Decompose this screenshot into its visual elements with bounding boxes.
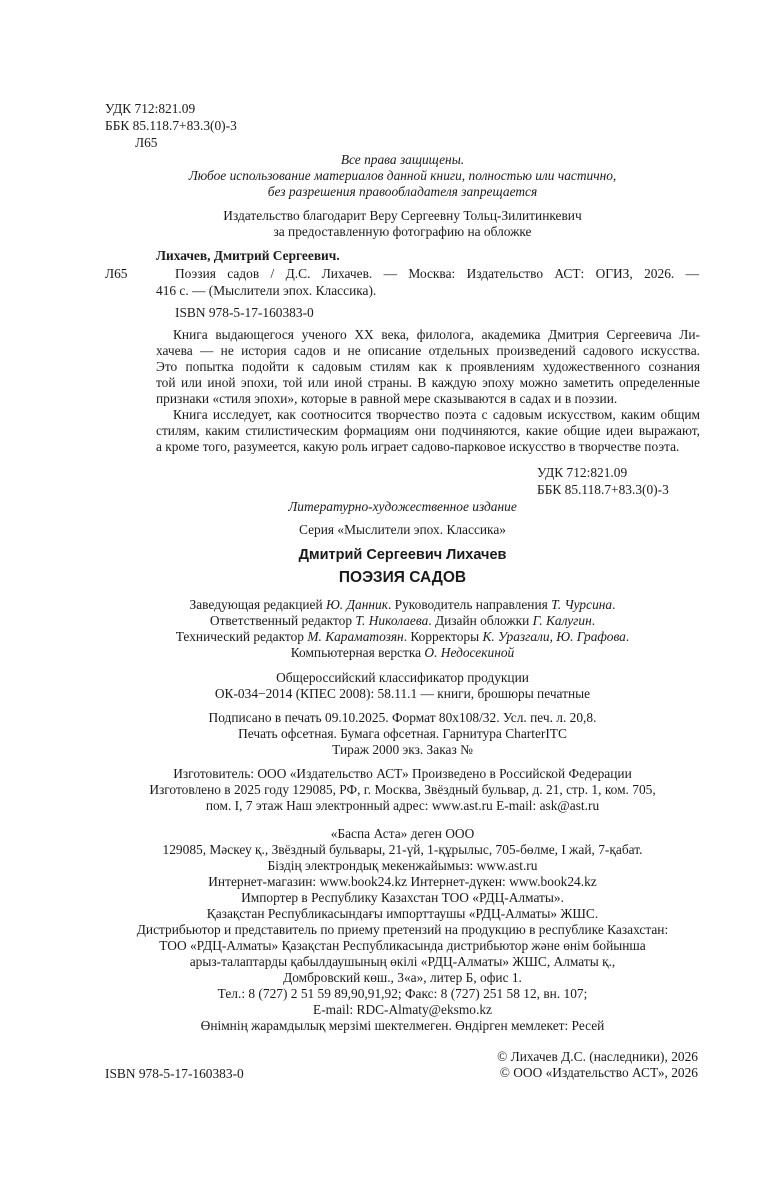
udk-code-right: УДК 712:821.09 (537, 465, 628, 480)
annotation-line: признаки «стиля эпохи», которые в равной мере сказываются в садах и в поэзии. (156, 391, 618, 406)
annotation-line: а кроме того, разумеется, какую роль играет садово-парковое искусство в творчестве поэта. (156, 439, 680, 454)
bbk-code-right: ББК 85.118.7+83.3(0)-3 (537, 482, 669, 497)
bib-line: Поэзия садов / Д.С. Лихачев. — Москва: Издательство АСТ: ОГИЗ, 2026. — (175, 266, 699, 281)
kazakhstan-info (105, 826, 700, 1034)
annotation-line: той или иной эпохи, той или иной страны. В каждую эпоху можно заметить определенные (156, 375, 700, 390)
bbk-code: ББК 85.118.7+83.3(0)-3 (105, 118, 237, 133)
print-info (105, 710, 700, 758)
series: Серия «Мыслители эпох. Классика» (298, 522, 506, 537)
edition-type: Литературно-художественное издание (288, 499, 517, 514)
rights-notice (105, 152, 700, 200)
rights-line: Все права защищены. (340, 152, 465, 167)
credit-role: Заведующая редакцией (189, 597, 326, 612)
kazakhstan-info-line: E-mail: RDC-Almaty@eksmo.kz (313, 1002, 492, 1017)
bib-isbn: ISBN 978-5-17-160383-0 (175, 305, 314, 320)
print-line: Подписано в печать 09.10.2025. Формат 80x108/32. Усл. печ. л. 20,8. (208, 710, 597, 725)
credits (105, 597, 700, 661)
annotation-line: Книга выдающегося ученого XX века, филолога, академика Дмитрия Сергеевича Ли- (173, 327, 700, 342)
thanks-line: Издательство благодарит Веру Сергеевну Тольц-Зилитинкевич (223, 208, 582, 223)
manufacturer-info (105, 766, 700, 814)
product-classifier (105, 670, 700, 702)
credit-line (105, 629, 700, 645)
classifier-line: Общероссийский классификатор продукции (276, 670, 529, 685)
kazakhstan-info-line: Өнімнің жарамдылық мерзімі шектелмеген. Өндірген мемлекет: Ресей (200, 1018, 605, 1033)
classifier-line: ОК-034−2014 (КПЕС 2008): 58.11.1 — книги, брошюры печатные (214, 686, 591, 701)
annotation-line: Это попытка подойти к садовым стилям как к проявлениям художественного сознания (156, 359, 700, 374)
kazakhstan-info-line: Біздің электрондық мекенжайымыз: www.ast.ru (267, 858, 538, 873)
copyright-line: © Лихачев Д.С. (наследники), 2026 (497, 1049, 698, 1064)
credit-person: Г. Калугин (532, 613, 592, 628)
kazakhstan-info-line: ТОО «РДЦ-Алматы» Қазақстан Республикасында дистрибьютор және өнім бойынша (159, 938, 646, 953)
credit-line (105, 597, 700, 613)
copyright-line: © ООО «Издательство АСТ», 2026 (499, 1065, 698, 1080)
kazakhstan-info-line: Қазақстан Республикасындағы импорттаушы «РДЦ-Алматы» ЖШС. (206, 906, 599, 921)
credit-person: Т. Чурсина (551, 597, 613, 612)
credit-person: К. Уразгали, Ю. Графова (482, 629, 626, 644)
udk-code: УДК 712:821.09 (105, 101, 196, 116)
bib-mark: Л65 (105, 266, 128, 281)
book-title: ПОЭЗИЯ САДОВ (338, 569, 467, 586)
bib-record (175, 266, 699, 282)
author-mark: Л65 (135, 135, 158, 150)
kazakhstan-info-line: Тел.: 8 (727) 2 51 59 89,90,91,92; Факс: 8 (727) 251 58 12, вн. 107; (217, 986, 588, 1001)
credit-role: Компьютерная верстка (290, 645, 425, 660)
credit-role: Технический редактор (175, 629, 308, 644)
kazakhstan-info-line: арыз-талаптарды қабылдаушының өкілі «РДЦ-Алматы» ЖШС, Алматы қ., (189, 954, 616, 969)
thanks-note (105, 208, 700, 240)
credit-line (105, 645, 700, 661)
kazakhstan-info-line: Дистрибьютор и представитель по приему претензий на продукцию в республике Казахстан: (136, 922, 669, 937)
manufacturer-line: пом. I, 7 этаж Наш электронный адрес: www.ast.ru E-mail: ask@ast.ru (205, 798, 600, 813)
annotation-line: Книга исследует, как соотносится творчество поэта с садовым искусством, каким общим (173, 407, 700, 422)
credit-role: Ответственный редактор (209, 613, 356, 628)
thanks-line: за предоставленную фотографию на обложке (273, 224, 532, 239)
rights-line: без разрешения правообладателя запрещается (267, 184, 538, 199)
kazakhstan-info-line: Интернет-магазин: www.book24.kz Интернет-дүкен: www.book24.kz (208, 874, 597, 889)
footer-isbn: ISBN 978-5-17-160383-0 (105, 1066, 244, 1081)
credit-line (105, 613, 700, 629)
manufacturer-line: Изготовлено в 2025 году 129085, РФ, г. Москва, Звёздный бульвар, д. 21, стр. 1, ком. 705, (149, 782, 656, 797)
kazakhstan-info-line: Импортер в Республику Казахстан ТОО «РДЦ-Алматы». (241, 890, 564, 905)
print-line: Печать офсетная. Бумага офсетная. Гарнитура CharterITC (238, 726, 567, 741)
kazakhstan-info-line: «Баспа Аста» деген ООО (330, 826, 475, 841)
credit-role: . Корректоры (403, 629, 483, 644)
print-line: Тираж 2000 экз. Заказ № (332, 742, 473, 757)
kazakhstan-info-line: Домбровский көш., 3«а», литер Б, офис 1. (283, 970, 522, 985)
annotation-line: стилям, каким стилистическим формациям они подчиняются, какие общие идеи выражают, (156, 423, 700, 438)
credit-role: . Руководитель направления (387, 597, 552, 612)
credit-person: М. Караматозян (307, 629, 404, 644)
credit-role: . Дизайн обложки (428, 613, 533, 628)
credit-person: Т. Николаева (355, 613, 429, 628)
annotation (156, 327, 700, 455)
bib-heading: Лихачев, Дмитрий Сергеевич. (156, 248, 340, 263)
credit-person: О. Недосекиной (424, 645, 515, 660)
credit-punct: . (591, 613, 596, 628)
rights-line: Любое использование материалов данной книги, полностью или частично, (188, 168, 617, 183)
annotation-line: хачева — не история садов и не описание отдельных произведений садового искусства. (156, 343, 700, 358)
credit-punct: . (625, 629, 630, 644)
credit-punct: . (612, 597, 616, 612)
kazakhstan-info-line: 129085, Мәскеу қ., Звёздный бульвары, 21-үй, 1-құрылыс, 705-бөлме, I жай, 7-қабат. (162, 842, 643, 857)
copyright-block (497, 1049, 698, 1081)
author-full: Дмитрий Сергеевич Лихачев (298, 547, 507, 563)
bib-line: 416 с. — (Мыслители эпох. Классика). (156, 283, 377, 298)
credit-person: Ю. Данник (325, 597, 388, 612)
manufacturer-line: Изготовитель: ООО «Издательство АСТ» Произведено в Российской Федерации (173, 766, 632, 781)
